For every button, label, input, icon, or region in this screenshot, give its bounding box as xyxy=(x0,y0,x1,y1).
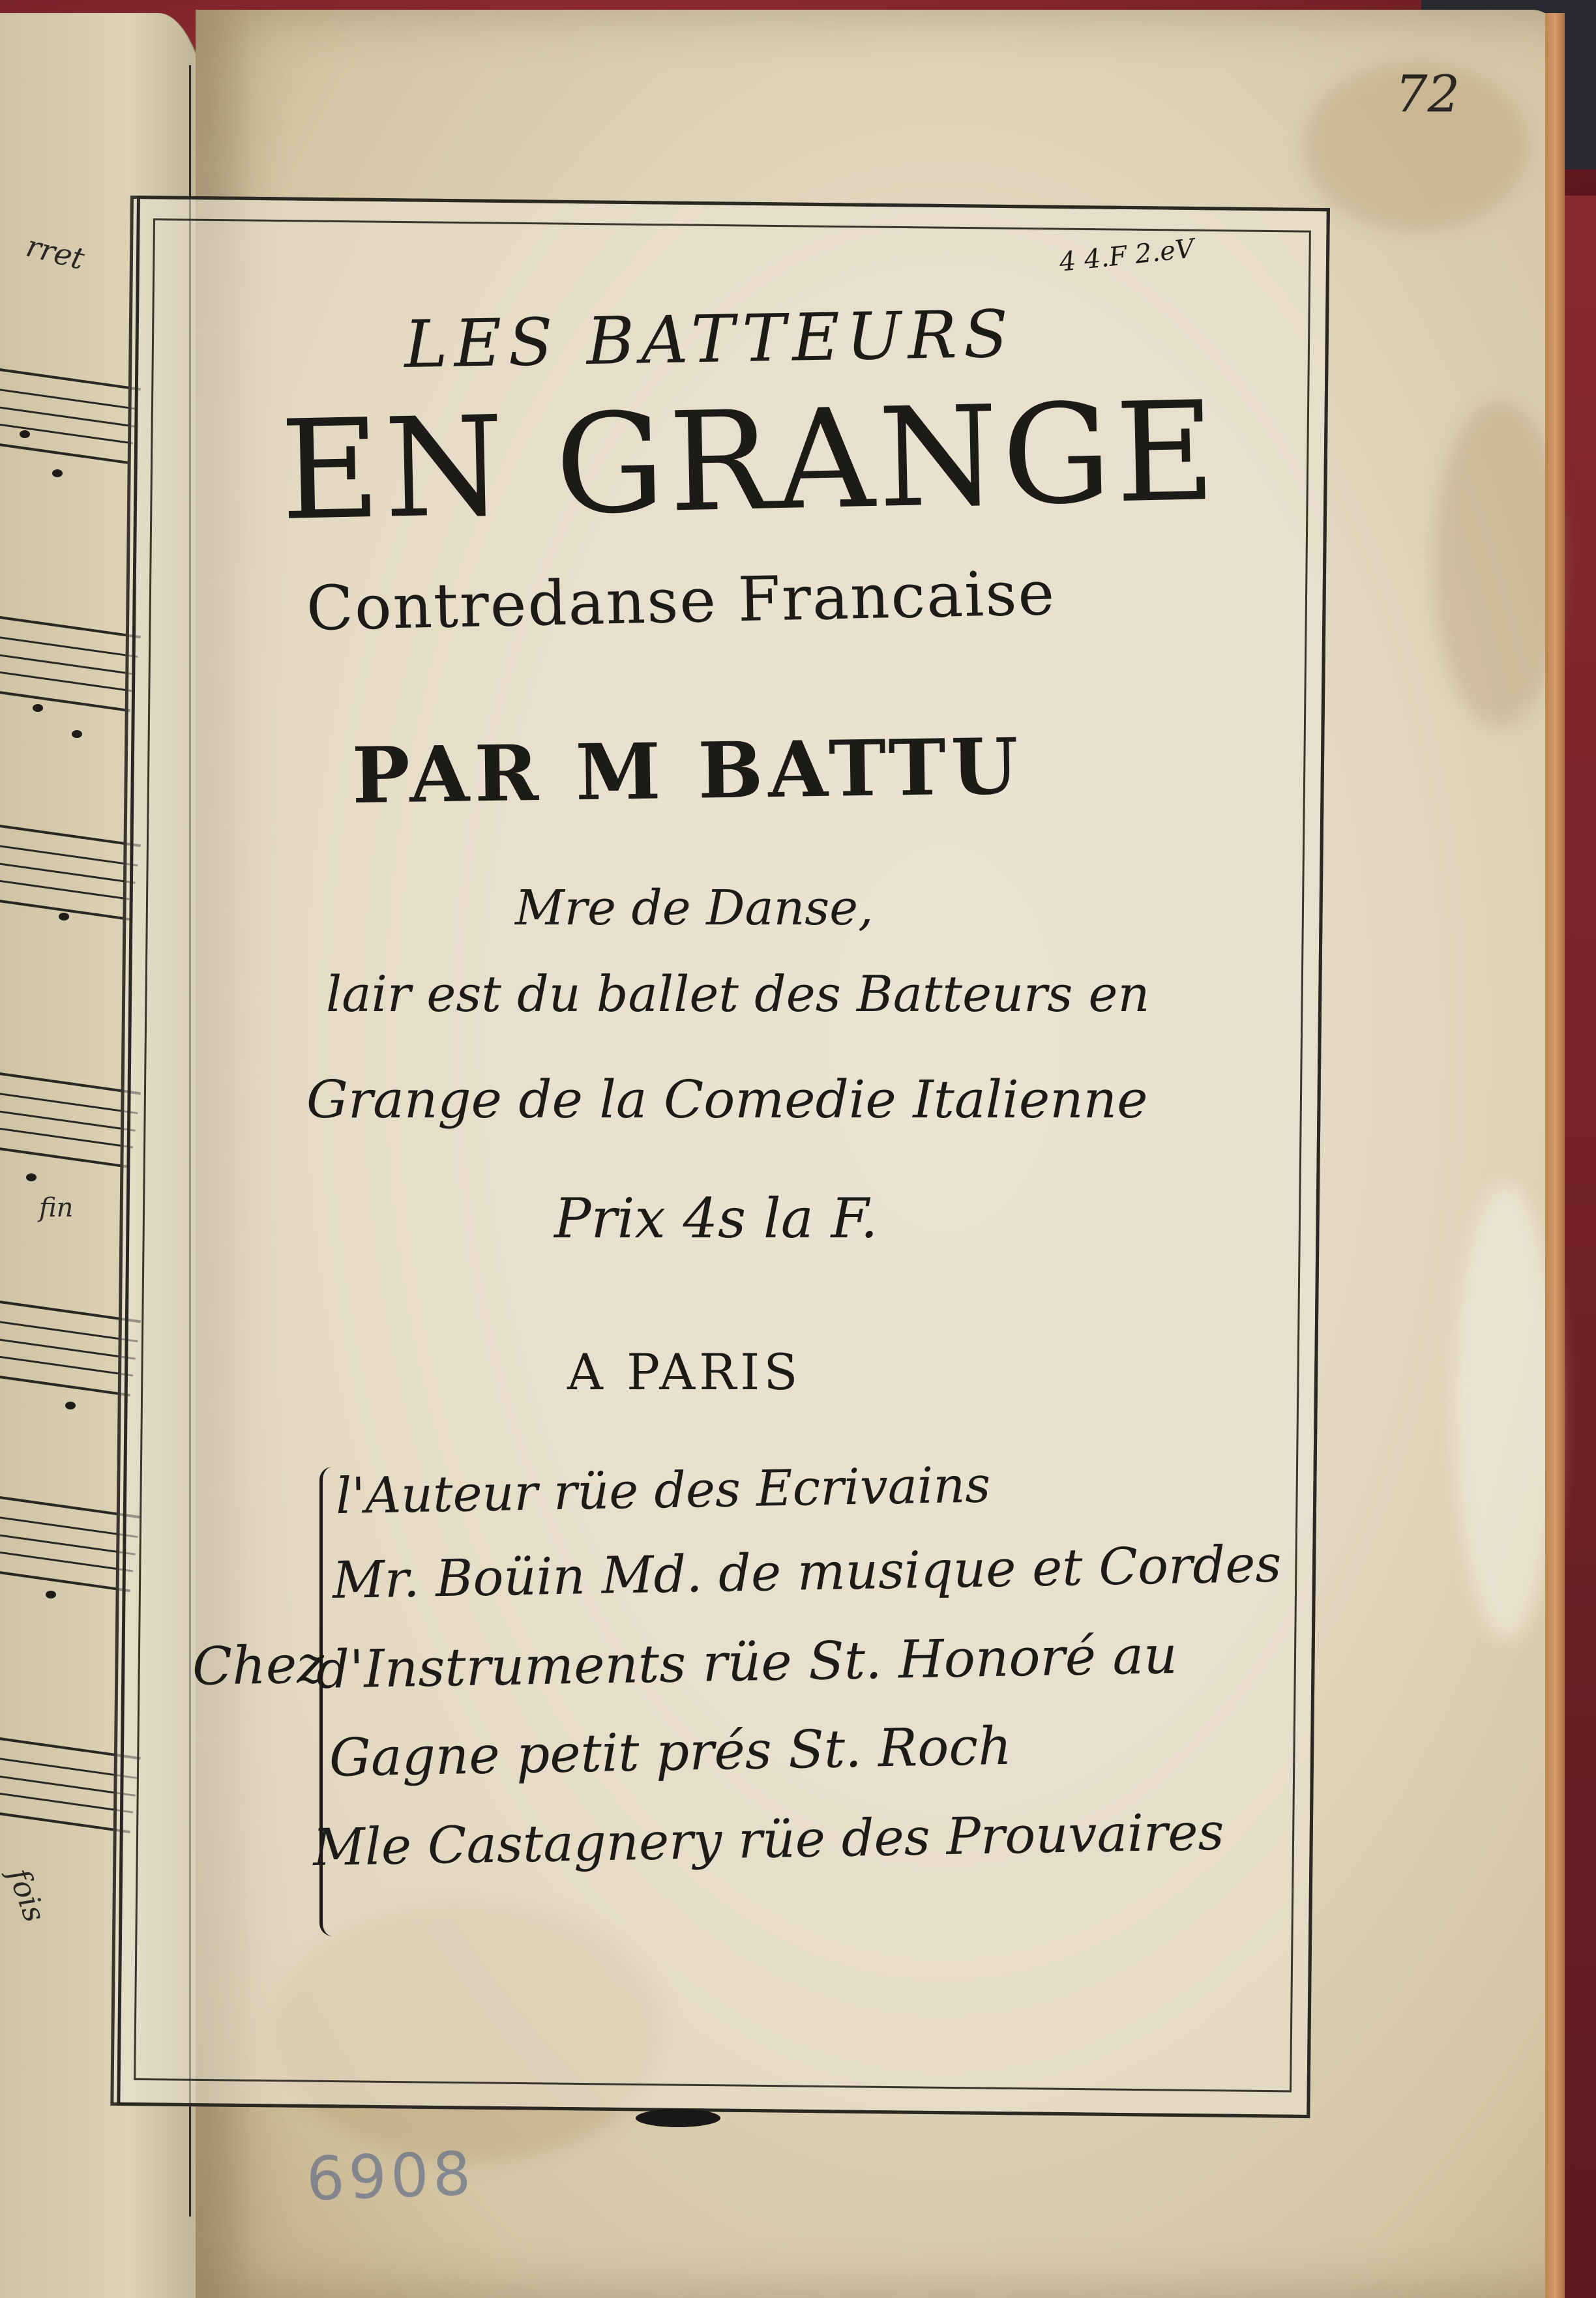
title-annotation: 4 4.F 2.eV xyxy=(1057,233,1196,278)
paper-stain xyxy=(1454,1183,1558,1640)
address-line: l'Auteur rüe des Ecrivains xyxy=(335,1455,991,1525)
description-line-1: lair est du ballet des Batteurs en xyxy=(326,965,1150,1023)
music-note xyxy=(20,430,30,438)
music-note xyxy=(72,730,82,738)
title-line-3: Contredanse Francaise xyxy=(305,557,1057,645)
address-line: Mle Castagnery rüe des Prouvaires xyxy=(312,1803,1225,1878)
music-staff xyxy=(0,1070,141,1169)
music-note xyxy=(65,1402,76,1409)
ink-blot xyxy=(636,2109,720,2127)
address-chez: Chez xyxy=(192,1634,325,1697)
imprint-place: A PARIS xyxy=(567,1343,802,1401)
address-line: Gagne petit prés St. Roch xyxy=(329,1715,1012,1788)
description-line-2: Grange de la Comedie Italienne xyxy=(306,1069,1148,1130)
music-text: rret xyxy=(22,228,88,277)
music-staff xyxy=(0,613,141,713)
music-staff xyxy=(0,822,141,921)
folio-number: 72 xyxy=(1395,65,1460,124)
title-line-2: EN GRANGE xyxy=(278,371,1221,551)
music-text: fois xyxy=(1,1863,53,1927)
music-note xyxy=(33,704,43,712)
author-title: Mre de Danse, xyxy=(515,880,874,936)
title-line-1: LES BATTEURS xyxy=(403,295,1016,383)
author-line: PAR M BATTU xyxy=(351,720,1024,821)
music-note xyxy=(26,1173,37,1181)
music-note xyxy=(59,913,69,921)
music-note xyxy=(52,469,63,477)
shelf-mark-stamp: 6908 xyxy=(305,2138,476,2215)
page-edge xyxy=(1545,13,1565,2298)
music-staff xyxy=(0,366,141,465)
music-text: fin xyxy=(39,1193,74,1223)
address-line: d'Instruments rüe St. Honoré au xyxy=(316,1624,1178,1700)
price-line: Prix 4s la F. xyxy=(554,1186,878,1250)
address-line: Mr. Boüin Md. de musique et Cordes xyxy=(332,1535,1282,1610)
music-note xyxy=(46,1591,56,1598)
